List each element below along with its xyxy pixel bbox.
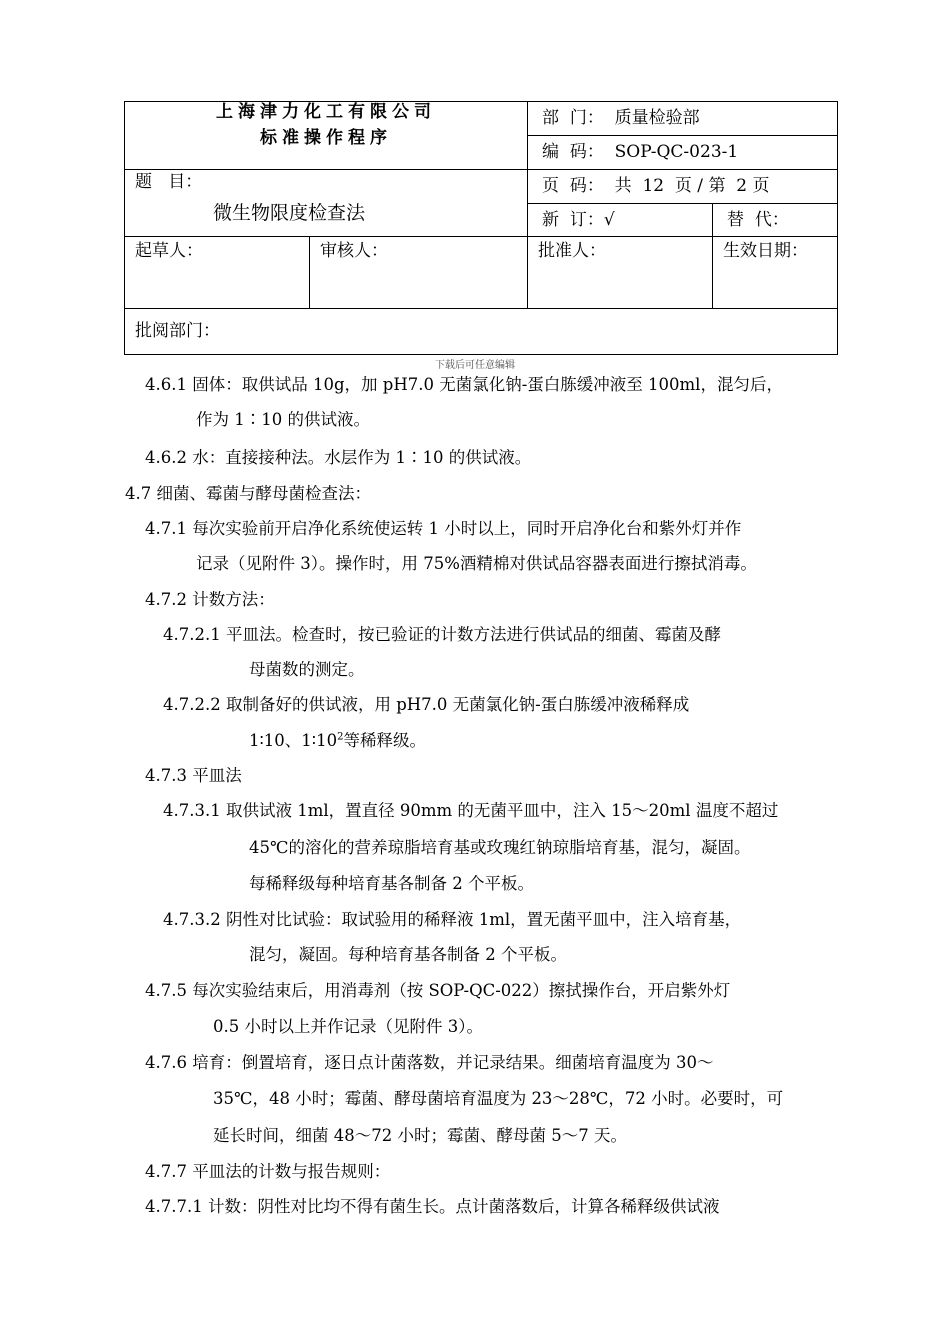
company-cell (125, 102, 528, 170)
superscript: 2 (337, 731, 344, 743)
dept-review-cell (125, 309, 838, 355)
text-line: 混匀，凝固。每种培育基各制备 2 个平板。 (249, 945, 567, 964)
document-type: 标准操作程序 (260, 128, 393, 149)
drafter-label: 起草人： (135, 241, 203, 261)
text-line (249, 727, 426, 751)
page-cell (528, 170, 838, 204)
dept-review-label: 批阅部门： (135, 321, 220, 341)
dept-cell (528, 102, 838, 136)
text-segment: 等稀释级。 (343, 731, 426, 750)
subject-value: 微生物限度检查法 (213, 202, 366, 225)
replace-cell (713, 204, 838, 237)
text-line: 35℃，48 小时；霉菌、酵母菌培育温度为 23～28℃，72 小时。必要时，可 (213, 1089, 784, 1108)
approver-cell (528, 237, 713, 309)
text-line: 4.7.2 计数方法： (145, 590, 275, 609)
subject-cell (125, 170, 528, 237)
code-value: SOP-QC-023-1 (614, 142, 739, 162)
text-line: 作为 1∶10 的供试液。 (196, 410, 370, 429)
reviewer-label: 审核人： (320, 241, 388, 261)
revision-value: √ (603, 210, 615, 230)
text-line: 4.7.2.1 平皿法。检查时，按已验证的计数方法进行供试品的细菌、霉菌及酵 (163, 625, 721, 644)
code-cell (528, 136, 838, 170)
text-line: 4.7.1 每次实验前开启净化系统使运转 1 小时以上，同时开启净化台和紫外灯并作 (145, 519, 742, 538)
text-line: 0.5 小时以上并作记录（见附件 3）。 (213, 1017, 483, 1036)
text-line: 4.7.7 平皿法的计数与报告规则： (145, 1162, 391, 1181)
text-line: 4.6.2 水：直接接种法。水层作为 1∶10 的供试液。 (145, 448, 532, 467)
approver-label: 批准人： (538, 241, 607, 261)
text-line: 4.7.5 每次实验结束后，用消毒剂（按 SOP-QC-022）擦拭操作台，开启紫外灯 (145, 981, 731, 1000)
text-line: 4.7.3.1 取供试液 1ml，置直径 90mm 的无菌平皿中，注入 15～20ml 温度不超过 (163, 801, 779, 820)
revision-label: 新 订： (542, 210, 604, 230)
text-line: 4.7.3.2 阴性对比试验：取试验用的稀释液 1ml，置无菌平皿中，注入培育基， (163, 910, 742, 929)
text-line: 每稀释级每种培育基各制备 2 个平板。 (249, 874, 534, 893)
company-name: 上海津力化工有限公司 (216, 102, 437, 122)
text-line: 4.7.3 平皿法 (145, 766, 242, 785)
subject-label: 题 目： (135, 172, 203, 192)
document-header-table (124, 101, 838, 355)
effective-date-cell (713, 237, 838, 309)
effective-date-label: 生效日期： (723, 241, 809, 261)
text-line: 4.6.1 固体：取供试品 10g，加 pH7.0 无菌氯化钠-蛋白胨缓冲液至 100ml，混匀后， (145, 375, 783, 394)
text-line: 4.7.6 培育：倒置培育，逐日点计菌落数，并记录结果。细菌培育温度为 30～ (145, 1053, 714, 1072)
watermark-text: 下载后可任意编辑 (435, 360, 515, 371)
dept-label: 部 门： (542, 108, 604, 128)
revision-cell (528, 204, 713, 237)
reviewer-cell (310, 237, 528, 309)
replace-label: 替 代： (727, 210, 789, 230)
text-segment: 1∶10、1∶10 (249, 731, 338, 750)
page-value: 共 12 页 / 第 2 页 (614, 176, 770, 196)
dept-value: 质量检验部 (614, 108, 700, 128)
drafter-cell (125, 237, 310, 309)
code-label: 编 码： (542, 142, 604, 162)
text-line: 母菌数的测定。 (249, 660, 365, 679)
text-line: 4.7.2.2 取制备好的供试液，用 pH7.0 无菌氯化钠-蛋白胨缓冲液稀释成 (163, 695, 690, 714)
text-line: 延长时间，细菌 48～72 小时；霉菌、酵母菌 5～7 天。 (213, 1126, 627, 1145)
text-line: 记录（见附件 3）。操作时，用 75%酒精棉对供试品容器表面进行擦拭消毒。 (196, 554, 757, 573)
text-line: 45℃的溶化的营养琼脂培育基或玫瑰红钠琼脂培育基，混匀，凝固。 (249, 838, 751, 857)
page-label: 页 码： (542, 176, 604, 196)
text-line: 4.7.7.1 计数：阴性对比均不得有菌生长。点计菌落数后，计算各稀释级供试液 (145, 1197, 720, 1216)
text-line: 4.7 细菌、霉菌与酵母菌检查法： (125, 484, 371, 503)
